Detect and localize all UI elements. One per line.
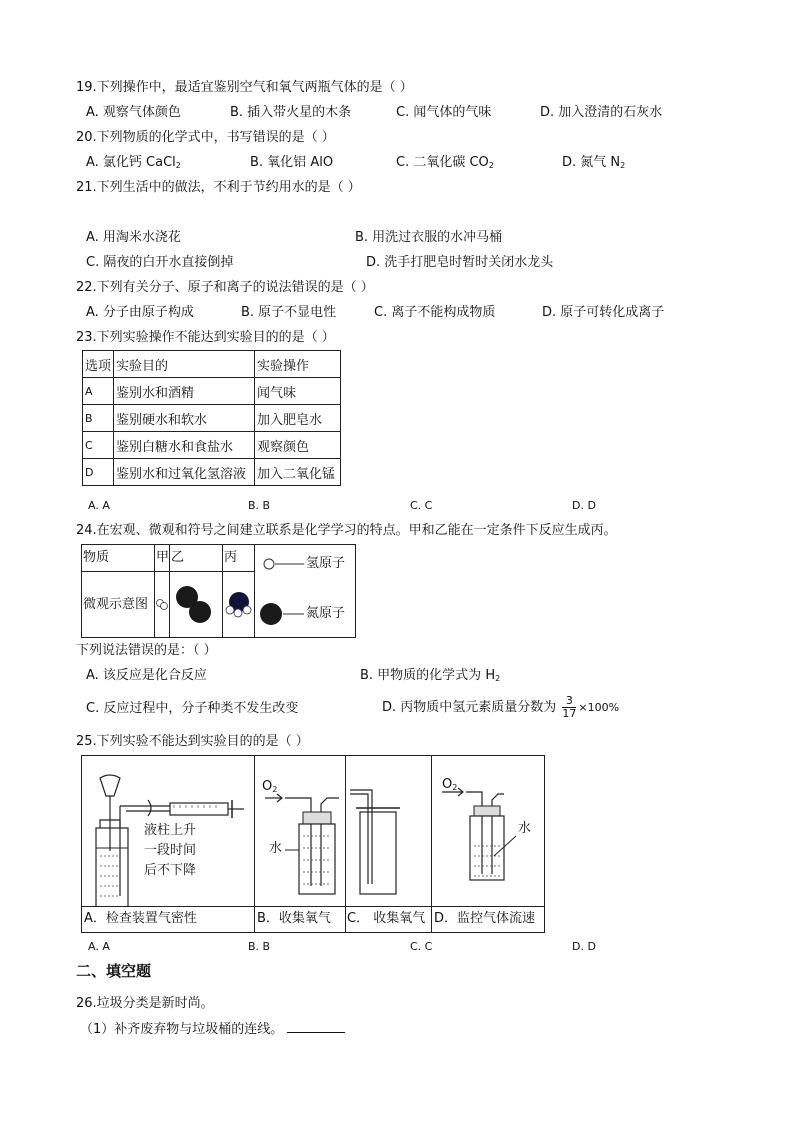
q21-stem: 21.下列生活中的做法，不利于节约用水的是（ ） [76,180,361,195]
q25-option-d: D. D [572,940,596,953]
legend-nitrogen: 氮原子 [306,606,346,621]
q25-caption-a: A．检查装置气密性 [84,911,197,926]
q22-stem: 22.下列有关分子、原子和离子的说法错误的是（ ） [76,280,374,295]
legend-symbols [260,556,308,636]
q23-option-a: A. A [88,499,110,512]
q23-option-c: C. C [410,499,433,512]
table-cell: A [83,378,114,405]
q21-option-b: B. 用洗过衣服的水冲马桶 [355,230,503,245]
q23-stem: 23.下列实验操作不能达到实验目的的是（ ） [76,330,335,345]
q25-note-line-3: 后不下降 [144,863,197,878]
q24-table [81,544,356,638]
table-cell: 加入肥皂水 [255,405,341,432]
collect-oxygen-c-diagram [346,756,431,906]
q22-option-a: A. 分子由原子构成 [86,305,194,320]
q21-option-a: A. 用淘米水浇花 [86,230,181,245]
q24-option-b: B. 甲物质的化学式为 $H_2$ [360,668,501,683]
table-cell: C [83,432,114,459]
q20-option-a: A. 氯化钙 CaCl$_2$ [86,155,181,170]
q19-option-d: D. 加入澄清的石灰水 [540,105,663,120]
q25-note-line-2: 一段时间 [144,843,197,858]
table-cell: 鉴别白糖水和食盐水 [114,432,255,459]
q20-option-d: D. 氮气 $N_2$ [562,155,626,170]
table-row [83,459,341,486]
q24-option-a: A. 该反应是化合反应 [86,668,207,683]
q24-prompt: 下列说法错误的是：（ ） [76,643,217,658]
table-cell: 闻气味 [255,378,341,405]
q24-col-bing: 丙 [224,550,238,565]
q23-option-b: B. B [248,499,271,512]
q19-stem: 19.下列操作中，最适宜鉴别空气和氧气两瓶气体的是（ ） [76,80,413,95]
table-cell: 鉴别水和过氧化氢溶液 [114,459,255,486]
q25-caption-c: C． 收集氧气 [347,911,426,926]
table-row [83,432,341,459]
table-cell: 加入二氧化锰 [255,459,341,486]
nitrogen-atom-icon [260,603,282,625]
q23-option-d: D. D [572,499,596,512]
q22-option-d: D. 原子可转化成离子 [542,305,665,320]
q19-option-a: A. 观察气体颜色 [86,105,181,120]
q25-b-water-label: 水 [269,841,283,856]
q25-figure [81,755,545,933]
q24-row-label-substance: 物质 [83,550,110,565]
legend-hydrogen: 氢原子 [306,556,346,571]
q22-option-b: B. 原子不显电性 [241,305,337,320]
q19-option-b: B. 插入带火星的木条 [230,105,352,120]
table-cell: 鉴别硬水和软水 [114,405,255,432]
q24-option-d: D. 丙物质中氢元素质量分数为 $\frac{3}{17}$ ×100% [382,694,620,720]
q20-option-b: B. 氧化铝 AlO [250,155,334,170]
table-row [83,351,341,378]
q24-col-jia: 甲 [156,550,170,565]
table-cell: 实验操作 [255,351,341,378]
q25-b-o2-label: $O_2$ [262,779,278,794]
q19-option-c: C. 闻气体的气味 [396,105,492,120]
q25-option-b: B. B [248,940,271,953]
table-cell: 选项 [83,351,114,378]
q24-row-label-micro: 微观示意图 [83,597,149,612]
q24-col-yi: 乙 [171,550,185,565]
answer-blank[interactable] [287,1020,345,1033]
q25-d-water-label: 水 [518,821,532,836]
table-cell: B [83,405,114,432]
q20-stem: 20.下列物质的化学式中，书写错误的是（ ） [76,130,335,145]
hydrogen-atom-icon [264,559,274,569]
q25-caption-d: D．监控气体流速 [434,911,536,926]
q21-option-c: C. 隔夜的白开水直接倒掉 [86,255,234,270]
table-cell: D [83,459,114,486]
q25-d-o2-label: $O_2$ [442,777,458,792]
table-row [83,378,341,405]
q25-caption-b: B．收集氧气 [257,911,331,926]
q26-stem: 26.垃圾分类是新时尚。 [76,996,214,1011]
table-cell: 观察颜色 [255,432,341,459]
section-title: 二、填空题 [76,962,152,980]
mass-fraction: $\frac{3}{17}$ [562,694,577,720]
q26-sub1: （1）补齐废弃物与垃圾桶的连线。 [80,1020,345,1039]
q23-table [82,350,341,486]
h2-molecule-icon [155,572,169,636]
q25-stem: 25.下列实验不能达到实验目的的是（ ） [76,734,309,749]
q22-option-c: C. 离子不能构成物质 [374,305,496,320]
table-cell: 实验目的 [114,351,255,378]
table-cell: 鉴别水和酒精 [114,378,255,405]
q24-option-c: C. 反应过程中，分子种类不发生改变 [86,701,299,716]
q25-option-c: C. C [410,940,433,953]
collect-oxygen-b-diagram [255,756,345,906]
q24-stem: 24.在宏观、微观和符号之间建立联系是化学学习的特点。甲和乙能在一定条件下反应生成丙。 [76,523,617,538]
q21-option-d: D. 洗手打肥皂时暂时关闭水龙头 [366,255,554,270]
q25-option-a: A. A [88,940,110,953]
q20-option-c: C. 二氧化碳 $CO_2$ [396,155,494,170]
nh3-molecule-icon [223,572,254,636]
n2-molecule-icon [170,572,222,636]
q25-note-line-1: 液柱上升 [144,823,197,838]
table-row [83,405,341,432]
